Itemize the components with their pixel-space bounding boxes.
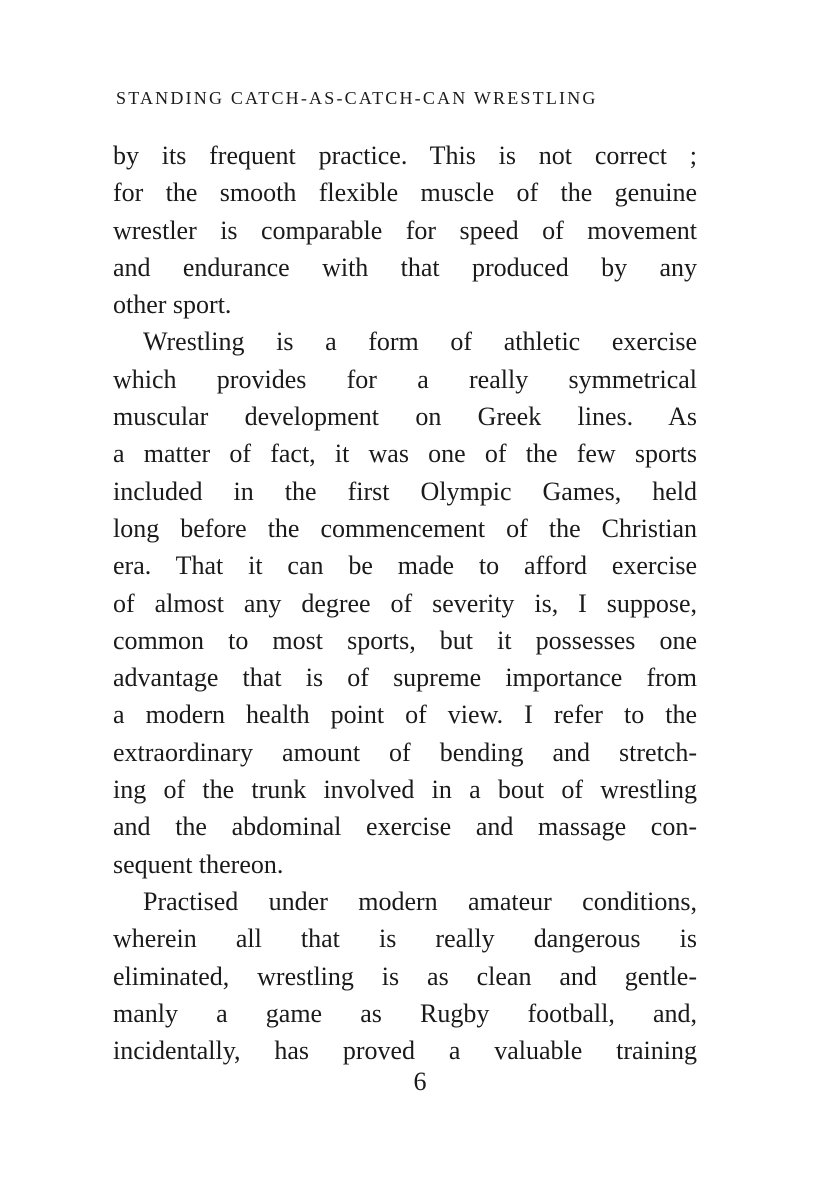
body-text [113,137,697,1069]
text-line: wrestler is comparable for speed of movement [113,215,697,245]
text-line: included in the first Olympic Games, held [113,476,697,506]
text-line: muscular development on Greek lines. As [113,402,697,432]
running-head: STANDING CATCH-AS-CATCH-CAN WRESTLING [116,88,598,108]
text-line: by its frequent practice. This is not correct ; [113,141,697,170]
text-line: Practised under modern amateur conditions, [143,886,697,916]
text-line: long before the commencement of the Christian [113,513,697,543]
text-line: extraordinary amount of bending and stretch- [113,737,697,767]
text-line: incidentally, has proved a valuable training [113,1036,697,1066]
text-line: advantage that is of supreme importance from [113,663,697,693]
text-line: for the smooth flexible muscle of the genuine [113,178,697,208]
text-line: other sport. [113,290,232,320]
text-line: eliminated, wrestling is as clean and gentle- [113,961,697,991]
text-line: which provides for a really symmetrical [113,364,697,394]
text-line: era. That it can be made to afford exercise [113,551,697,581]
text-line: sequent thereon. [113,849,284,879]
text-line: and endurance with that produced by any [113,252,697,282]
text-line: wherein all that is really dangerous is [113,924,697,954]
text-line: and the abdominal exercise and massage con- [113,812,697,842]
text-line: ing of the trunk involved in a bout of wrestling [113,775,697,805]
text-line: of almost any degree of severity is, I suppose, [113,588,697,618]
text-line: a modern health point of view. I refer to the [113,700,697,730]
text-line: manly a game as Rugby football, and, [113,998,697,1028]
text-line: Wrestling is a form of athletic exercise [143,327,697,357]
text-line: a matter of fact, it was one of the few sports [113,439,697,469]
text-line: common to most sports, but it possesses one [113,625,697,655]
page-number: 6 [413,1067,427,1096]
